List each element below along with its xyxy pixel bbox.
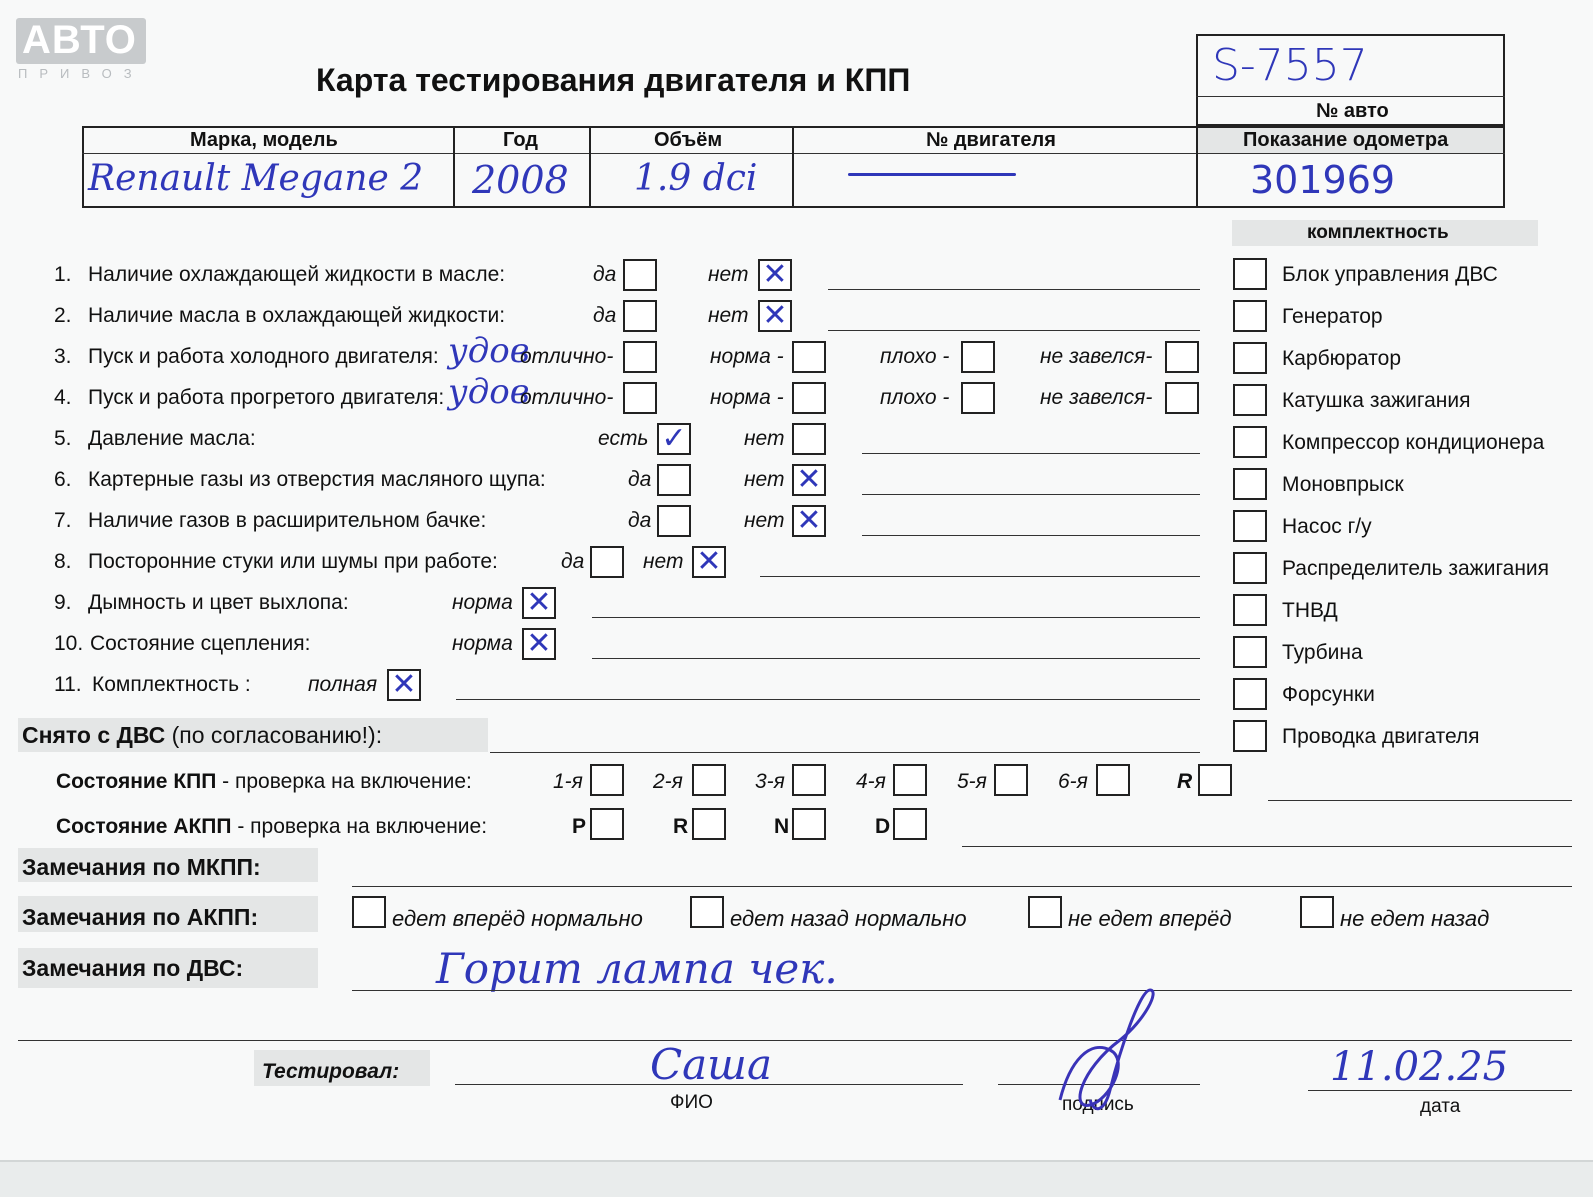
sign-label: подпись bbox=[1062, 1094, 1134, 1115]
kpp-gear-label: 2-я bbox=[653, 770, 683, 793]
date-label: дата bbox=[1420, 1096, 1461, 1117]
item-label: Давление масла: bbox=[88, 427, 256, 450]
item-number: 1. bbox=[54, 263, 72, 286]
condition-option-label: отлично- bbox=[520, 345, 614, 368]
completeness-checkbox[interactable] bbox=[1233, 300, 1267, 332]
completeness-item-label: Моновпрыск bbox=[1282, 473, 1404, 496]
header-col-year: Год bbox=[503, 129, 538, 151]
model-value: Renault Megane 2 bbox=[88, 158, 424, 199]
kpp-gear-checkbox[interactable] bbox=[590, 764, 624, 796]
auto-number-divider bbox=[1196, 96, 1505, 97]
date-line bbox=[1308, 1090, 1572, 1091]
kpp-gear-label: 5-я bbox=[957, 770, 987, 793]
signature bbox=[1050, 980, 1170, 1130]
item-comment-line bbox=[828, 330, 1200, 331]
checkbox-yes[interactable] bbox=[623, 300, 657, 332]
option-label-yes: да bbox=[593, 263, 617, 286]
item-comment-line bbox=[862, 453, 1200, 454]
item-label: Наличие охлаждающей жидкости в масле: bbox=[88, 263, 506, 286]
completeness-checkbox[interactable] bbox=[1233, 510, 1267, 542]
item-number: 2. bbox=[54, 304, 72, 327]
condition-checkbox[interactable] bbox=[623, 341, 657, 373]
condition-checkbox[interactable] bbox=[1165, 382, 1199, 414]
check-mark-no: ✕ bbox=[796, 503, 822, 538]
completeness-item-label: Катушка зажигания bbox=[1282, 389, 1471, 412]
watermark-brand: АВТО bbox=[22, 18, 137, 62]
akpp-remark-option-label: едет назад нормально bbox=[730, 906, 967, 931]
completeness-checkbox[interactable] bbox=[1233, 342, 1267, 374]
item-label: Пуск и работа холодного двигателя: bbox=[88, 345, 439, 368]
option-label-no: нет bbox=[708, 263, 749, 286]
checkbox-no[interactable] bbox=[792, 423, 826, 455]
condition-checkbox[interactable] bbox=[792, 382, 826, 414]
removed-rest: (по согласованию!): bbox=[171, 722, 383, 748]
header-col-divider-3 bbox=[792, 126, 794, 208]
option-label-no: нет bbox=[744, 468, 785, 491]
item-label: Дымность и цвет выхлопа: bbox=[88, 591, 349, 614]
completeness-title: комплектность bbox=[1307, 222, 1449, 243]
item-label: Состояние сцепления: bbox=[90, 632, 311, 655]
remarks-extra-line bbox=[18, 1040, 1572, 1041]
condition-checkbox[interactable] bbox=[623, 382, 657, 414]
kpp-gear-checkbox[interactable] bbox=[792, 764, 826, 796]
option-label-norm: норма bbox=[452, 632, 513, 655]
fio-value: Саша bbox=[650, 1040, 773, 1089]
akpp-remark-option-label: едет вперёд нормально bbox=[392, 906, 643, 931]
condition-option-label: плохо - bbox=[880, 345, 950, 368]
completeness-item-label: Турбина bbox=[1282, 641, 1363, 664]
item-comment-line bbox=[592, 658, 1200, 659]
akpp-line bbox=[962, 846, 1572, 847]
akpp-remark-checkbox[interactable] bbox=[1028, 896, 1062, 928]
kpp-gear-checkbox[interactable] bbox=[692, 764, 726, 796]
kpp-gear-label: 4-я bbox=[856, 770, 886, 793]
check-mark-no: ✕ bbox=[696, 544, 722, 579]
akpp-remark-option-label: не едет назад bbox=[1340, 906, 1490, 931]
item-label: Комплектность : bbox=[92, 673, 251, 696]
header-col-divider-2 bbox=[589, 126, 591, 208]
option-label-norm: норма bbox=[452, 591, 513, 614]
kpp-gear-checkbox[interactable] bbox=[994, 764, 1028, 796]
volume-value: 1.9 dci bbox=[634, 158, 758, 199]
completeness-item-label: Генератор bbox=[1282, 305, 1383, 328]
condition-checkbox[interactable] bbox=[792, 341, 826, 373]
check-mark-full: ✕ bbox=[391, 667, 417, 702]
auto-number-label: № авто bbox=[1316, 100, 1389, 122]
item-label: Картерные газы из отверстия масляного щупа: bbox=[88, 468, 546, 491]
akpp-remark-checkbox[interactable] bbox=[690, 896, 724, 928]
item-number: 9. bbox=[54, 591, 72, 614]
tested-label: Тестировал: bbox=[262, 1060, 400, 1083]
remarks-dvs-line bbox=[352, 990, 1572, 991]
watermark-sub: ПРИВОЗ bbox=[18, 66, 144, 81]
item-label: Пуск и работа прогретого двигателя: bbox=[88, 386, 445, 409]
checkbox-yes[interactable] bbox=[657, 464, 691, 496]
year-value: 2008 bbox=[472, 158, 569, 202]
checkbox-yes[interactable] bbox=[657, 505, 691, 537]
option-label-full: полная bbox=[308, 673, 378, 696]
check-mark-no: ✕ bbox=[762, 257, 788, 292]
item-comment-line bbox=[828, 289, 1200, 290]
remarks-mkpp-label: Замечания по МКПП: bbox=[22, 854, 261, 880]
akpp-gear-label: N bbox=[774, 815, 790, 838]
completeness-item-label: Карбюратор bbox=[1282, 347, 1402, 370]
paper-edge bbox=[0, 1160, 1593, 1197]
item-number: 8. bbox=[54, 550, 72, 573]
item-comment-line bbox=[592, 617, 1200, 618]
option-label-yes: да bbox=[628, 468, 652, 491]
remarks-mkpp-line bbox=[352, 886, 1572, 887]
auto-number-value: S-7557 bbox=[1212, 40, 1368, 91]
akpp-rest: - проверка на включение: bbox=[237, 815, 488, 838]
fio-label: ФИО bbox=[670, 1092, 713, 1113]
kpp-gear-label: R bbox=[1177, 770, 1193, 793]
remarks-dvs-label: Замечания по ДВС: bbox=[22, 955, 244, 981]
item-comment-line bbox=[862, 535, 1200, 536]
akpp-gear-checkbox[interactable] bbox=[893, 808, 927, 840]
condition-checkbox[interactable] bbox=[961, 341, 995, 373]
item-number: 11. bbox=[54, 673, 82, 696]
akpp-bold: Состояние АКПП bbox=[56, 815, 232, 838]
engine-no-dash bbox=[848, 173, 1016, 176]
kpp-line bbox=[1268, 800, 1572, 801]
completeness-item-label: ТНВД bbox=[1282, 599, 1338, 622]
condition-option-label: не завелся- bbox=[1040, 345, 1153, 368]
completeness-checkbox[interactable] bbox=[1233, 426, 1267, 458]
check-mark-no: ✕ bbox=[796, 462, 822, 497]
akpp-gear-label: R bbox=[673, 815, 689, 838]
check-mark-norm: ✕ bbox=[526, 585, 552, 620]
akpp-gear-label: D bbox=[875, 815, 891, 838]
completeness-checkbox[interactable] bbox=[1233, 678, 1267, 710]
header-col-engine-no: № двигателя bbox=[926, 129, 1056, 151]
completeness-checkbox[interactable] bbox=[1233, 258, 1267, 290]
option-label-yes: да bbox=[561, 550, 585, 573]
option-label-yes: есть bbox=[598, 427, 649, 450]
akpp-remark-checkbox[interactable] bbox=[1300, 896, 1334, 928]
item-comment-line bbox=[862, 494, 1200, 495]
completeness-checkbox[interactable] bbox=[1233, 594, 1267, 626]
item-number: 3. bbox=[54, 345, 72, 368]
kpp-label bbox=[56, 770, 472, 794]
akpp-gear-checkbox[interactable] bbox=[792, 808, 826, 840]
akpp-remark-option-label: не едет вперёд bbox=[1068, 906, 1232, 931]
tick-mark-yes: ✓ bbox=[661, 421, 687, 456]
remarks-akpp-label: Замечания по АКПП: bbox=[22, 904, 259, 930]
check-mark-norm: ✕ bbox=[526, 626, 552, 661]
item-number: 6. bbox=[54, 468, 72, 491]
header-col-divider-1 bbox=[453, 126, 455, 208]
completeness-checkbox[interactable] bbox=[1233, 720, 1267, 752]
condition-option-label: норма - bbox=[710, 386, 784, 409]
header-col-volume: Объём bbox=[654, 129, 723, 151]
item-label: Посторонние стуки или шумы при работе: bbox=[88, 550, 498, 573]
checkbox-yes[interactable] bbox=[590, 546, 624, 578]
option-label-no: нет bbox=[643, 550, 684, 573]
condition-option-label: не завелся- bbox=[1040, 386, 1153, 409]
condition-option-label: отлично- bbox=[520, 386, 614, 409]
kpp-gear-label: 3-я bbox=[755, 770, 785, 793]
remarks-dvs-value: Горит лампа чек. bbox=[436, 944, 838, 993]
kpp-gear-label: 6-я bbox=[1058, 770, 1088, 793]
odometer-value: 301969 bbox=[1250, 158, 1396, 202]
completeness-item-label: Блок управления ДВС bbox=[1282, 263, 1498, 286]
fio-line bbox=[455, 1084, 963, 1085]
header-col-odometer: Показание одометра bbox=[1243, 129, 1449, 151]
item-number: 7. bbox=[54, 509, 72, 532]
akpp-gear-checkbox[interactable] bbox=[590, 808, 624, 840]
kpp-gear-checkbox[interactable] bbox=[1198, 764, 1232, 796]
option-label-no: нет bbox=[744, 509, 785, 532]
akpp-gear-label: P bbox=[572, 815, 587, 838]
condition-checkbox[interactable] bbox=[1165, 341, 1199, 373]
item-number: 5. bbox=[54, 427, 72, 450]
checkbox-yes[interactable] bbox=[623, 259, 657, 291]
removed-bold: Снято с ДВС bbox=[22, 722, 166, 748]
option-label-yes: да bbox=[628, 509, 652, 532]
item-number: 10. bbox=[54, 632, 84, 655]
removed-label bbox=[22, 722, 382, 749]
kpp-rest: - проверка на включение: bbox=[222, 770, 472, 793]
condition-option-label: норма - bbox=[710, 345, 784, 368]
option-label-yes: да bbox=[593, 304, 617, 327]
completeness-checkbox[interactable] bbox=[1233, 636, 1267, 668]
item-comment-line bbox=[760, 576, 1200, 577]
item-comment-line bbox=[456, 699, 1200, 700]
akpp-remark-checkbox[interactable] bbox=[352, 896, 386, 928]
kpp-bold: Состояние КПП bbox=[56, 770, 217, 793]
kpp-gear-label: 1-я bbox=[553, 770, 583, 793]
condition-checkbox[interactable] bbox=[961, 382, 995, 414]
check-mark-no: ✕ bbox=[762, 298, 788, 333]
akpp-gear-checkbox[interactable] bbox=[692, 808, 726, 840]
akpp-label bbox=[56, 815, 487, 839]
option-label-no: нет bbox=[744, 427, 785, 450]
item-note: удов bbox=[448, 331, 530, 371]
completeness-item-label: Проводка двигателя bbox=[1282, 725, 1480, 748]
kpp-gear-checkbox[interactable] bbox=[1096, 764, 1130, 796]
removed-line bbox=[490, 752, 1200, 753]
completeness-checkbox[interactable] bbox=[1233, 552, 1267, 584]
condition-option-label: плохо - bbox=[880, 386, 950, 409]
date-value: 11.02.25 bbox=[1330, 1044, 1509, 1090]
kpp-gear-checkbox[interactable] bbox=[893, 764, 927, 796]
item-number: 4. bbox=[54, 386, 72, 409]
item-label: Наличие газов в расширительном бачке: bbox=[88, 509, 487, 532]
option-label-no: нет bbox=[708, 304, 749, 327]
completeness-checkbox[interactable] bbox=[1233, 468, 1267, 500]
item-note: удов bbox=[448, 372, 530, 412]
completeness-item-label: Форсунки bbox=[1282, 683, 1375, 706]
completeness-item-label: Компрессор кондиционера bbox=[1282, 431, 1545, 454]
completeness-checkbox[interactable] bbox=[1233, 384, 1267, 416]
page-title: Карта тестирования двигателя и КПП bbox=[316, 62, 911, 98]
completeness-item-label: Насос г/у bbox=[1282, 515, 1372, 538]
header-col-divider-4 bbox=[1196, 126, 1198, 208]
header-col-model: Марка, модель bbox=[190, 129, 338, 151]
completeness-item-label: Распределитель зажигания bbox=[1282, 557, 1550, 580]
item-label: Наличие масла в охлаждающей жидкости: bbox=[88, 304, 506, 327]
